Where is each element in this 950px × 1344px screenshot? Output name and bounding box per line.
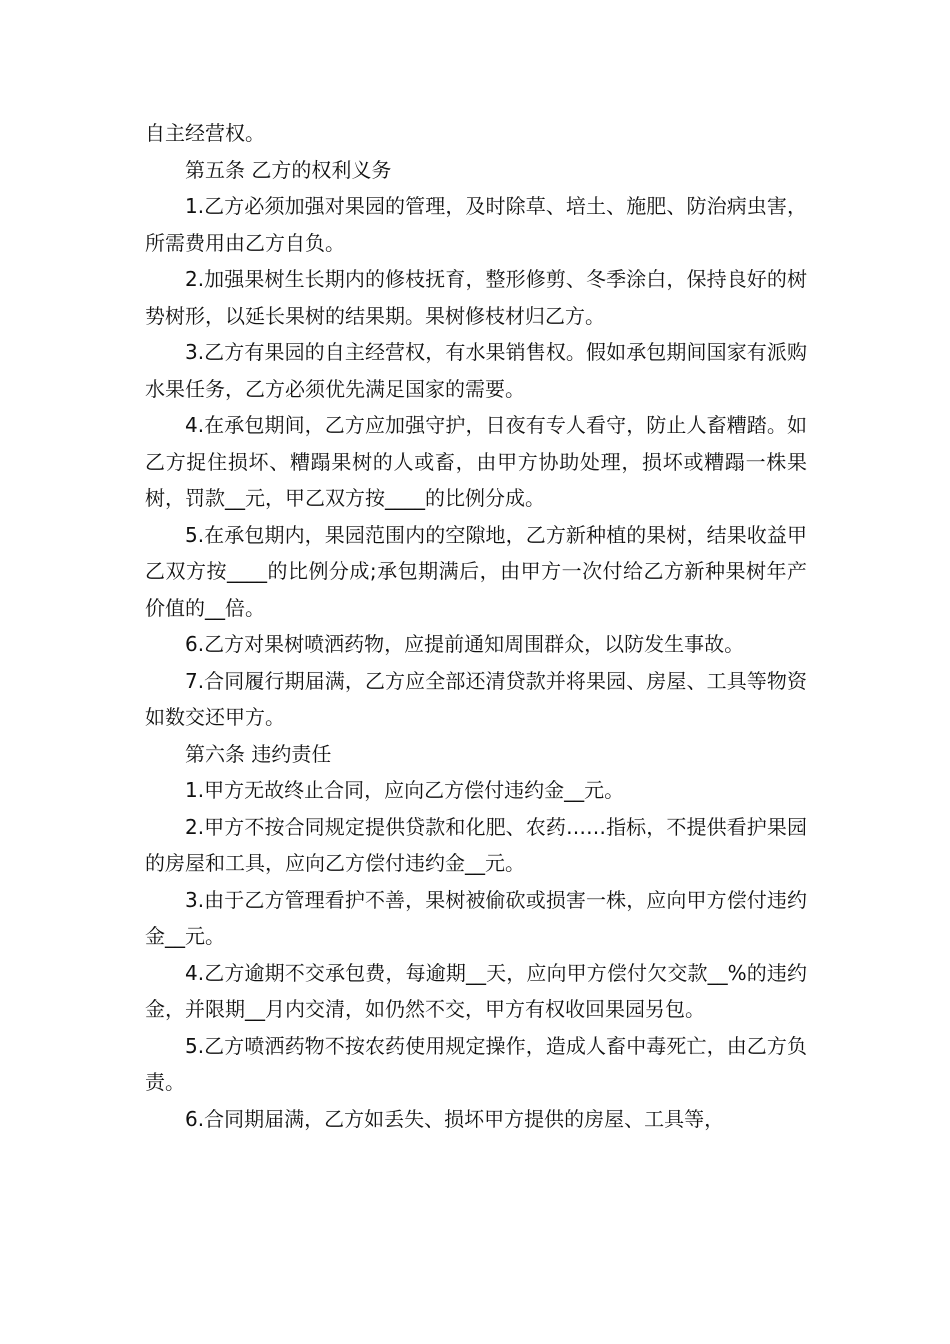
paragraph-continuation: 自主经营权。 [145,121,265,145]
list-item: 1.甲方无故终止合同，应向乙方偿付违约金__元。 [185,778,625,802]
list-item: 2.甲方不按合同规定提供贷款和化肥、农药……指标，不提供看护果园的房屋和工具，应向乙方偿付违约金__元。 [145,814,807,875]
list-item: 6.合同期届满，乙方如丢失、损坏甲方提供的房屋、工具等， [185,1106,725,1131]
section-heading-article-5: 第五条 乙方的权利义务 [185,157,392,182]
list-item: 6.乙方对果树喷洒药物，应提前通知周围群众，以防发生事故。 [185,632,745,656]
list-item: 2.加强果树生长期内的修枝抚育，整形修剪、冬季涂白，保持良好的树势树形，以延长果树的结果期。果树修枝材归乙方。 [145,267,807,328]
list-item: 5.在承包期内，果园范围内的空隙地，乙方新种植的果树，结果收益甲乙双方按____的比例分成;承包期满后，由甲方一次付给乙方新种果树年产价值的__倍。 [145,522,807,620]
list-item: 4.在承包期间，乙方应加强守护，日夜有专人看守，防止人畜糟踏。如乙方捉住损坏、糟蹋果树的人或畜，由甲方协助处理，损坏或糟蹋一株果树，罚款__元，甲乙双方按____的比例分成。 [145,413,807,510]
list-item: 3.乙方有果园的自主经营权，有水果销售权。假如承包期间国家有派购水果任务，乙方必须优先满足国家的需要。 [145,340,807,401]
list-item: 1.乙方必须加强对果园的管理，及时除草、培土、施肥、防治病虫害，所需费用由乙方自负。 [145,194,807,255]
list-item: 4.乙方逾期不交承包费，每逾期__天，应向甲方偿付欠交款__%的违约金，并限期__月内交清，如仍然不交，甲方有权收回果园另包。 [145,960,807,1021]
document-page [145,115,807,1137]
list-item: 5.乙方喷洒药物不按农药使用规定操作，造成人畜中毒死亡，由乙方负责。 [145,1033,807,1094]
section-heading-article-6: 第六条 违约责任 [185,741,332,766]
list-item: 3.由于乙方管理看护不善，果树被偷砍或损害一株，应向甲方偿付违约金__元。 [145,887,807,948]
list-item: 7.合同履行期届满，乙方应全部还清贷款并将果园、房屋、工具等物资如数交还甲方。 [145,668,807,729]
